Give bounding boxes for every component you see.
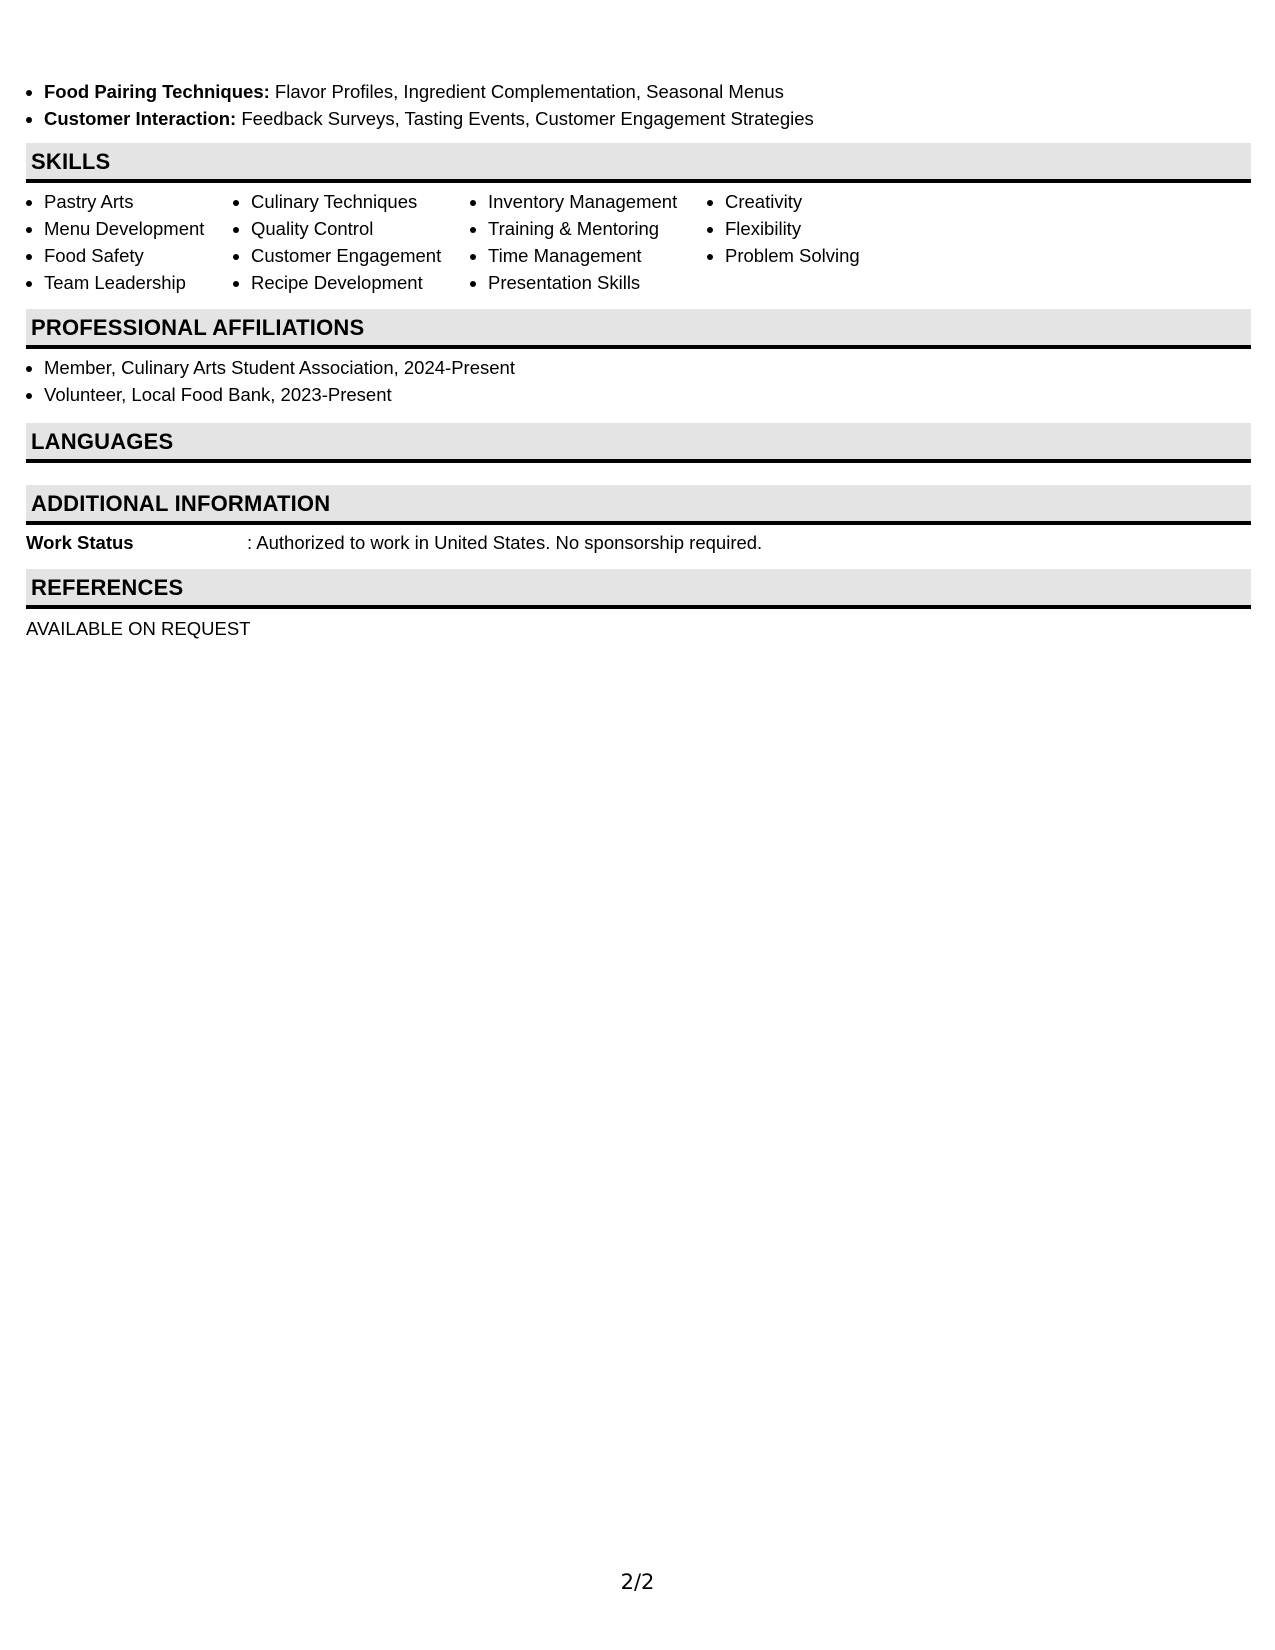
item-label: Customer Interaction:	[44, 108, 237, 129]
affiliations-heading: PROFESSIONAL AFFILIATIONS	[26, 309, 1251, 349]
skill-item: • Creativity	[725, 188, 925, 215]
item-text: Feedback Surveys, Tasting Events, Customer Engagement Strategies	[236, 108, 814, 129]
references-heading: REFERENCES	[26, 569, 1251, 609]
list-item: • Member, Culinary Arts Student Association, 2024-Present	[44, 354, 1251, 381]
skill-item: • Customer Engagement	[251, 242, 470, 269]
skill-item: • Culinary Techniques	[251, 188, 470, 215]
skill-item: • Quality Control	[251, 215, 470, 242]
skill-item: • Flexibility	[725, 215, 925, 242]
work-status-value: : Authorized to work in United States. No sponsorship required.	[247, 532, 763, 553]
skills-column-4	[707, 188, 925, 296]
references-text: AVAILABLE ON REQUEST	[26, 618, 251, 639]
skill-item: • Team Leadership	[44, 269, 233, 296]
additional-info-heading: ADDITIONAL INFORMATION	[26, 485, 1251, 525]
skills-grid	[26, 188, 1251, 296]
list-item: • Volunteer, Local Food Bank, 2023-Present	[44, 381, 1251, 408]
languages-heading: LANGUAGES	[26, 423, 1251, 463]
skills-heading: SKILLS	[26, 143, 1251, 183]
skill-item: • Food Safety	[44, 242, 233, 269]
skill-item: • Problem Solving	[725, 242, 925, 269]
skills-column-2	[233, 188, 470, 296]
list-item	[44, 78, 1251, 105]
work-status-row	[26, 529, 1251, 556]
item-label: Food Pairing Techniques:	[44, 81, 270, 102]
page-number: 2/2	[620, 1570, 655, 1594]
skill-item: • Presentation Skills	[488, 269, 707, 296]
skills-column-3	[470, 188, 707, 296]
skill-item: • Time Management	[488, 242, 707, 269]
skill-item: • Menu Development	[44, 215, 233, 242]
resume-page	[26, 0, 1251, 642]
skills-column-1	[26, 188, 233, 296]
list-item	[44, 105, 1251, 132]
skill-item: • Recipe Development	[251, 269, 470, 296]
skill-item: • Training & Mentoring	[488, 215, 707, 242]
skill-item: • Pastry Arts	[44, 188, 233, 215]
skill-item: • Inventory Management	[488, 188, 707, 215]
item-text: Flavor Profiles, Ingredient Complementation, Seasonal Menus	[269, 81, 784, 102]
affiliations-list	[26, 354, 1251, 408]
intro-skill-list	[26, 78, 1251, 132]
work-status-label: Work Status	[26, 532, 134, 553]
